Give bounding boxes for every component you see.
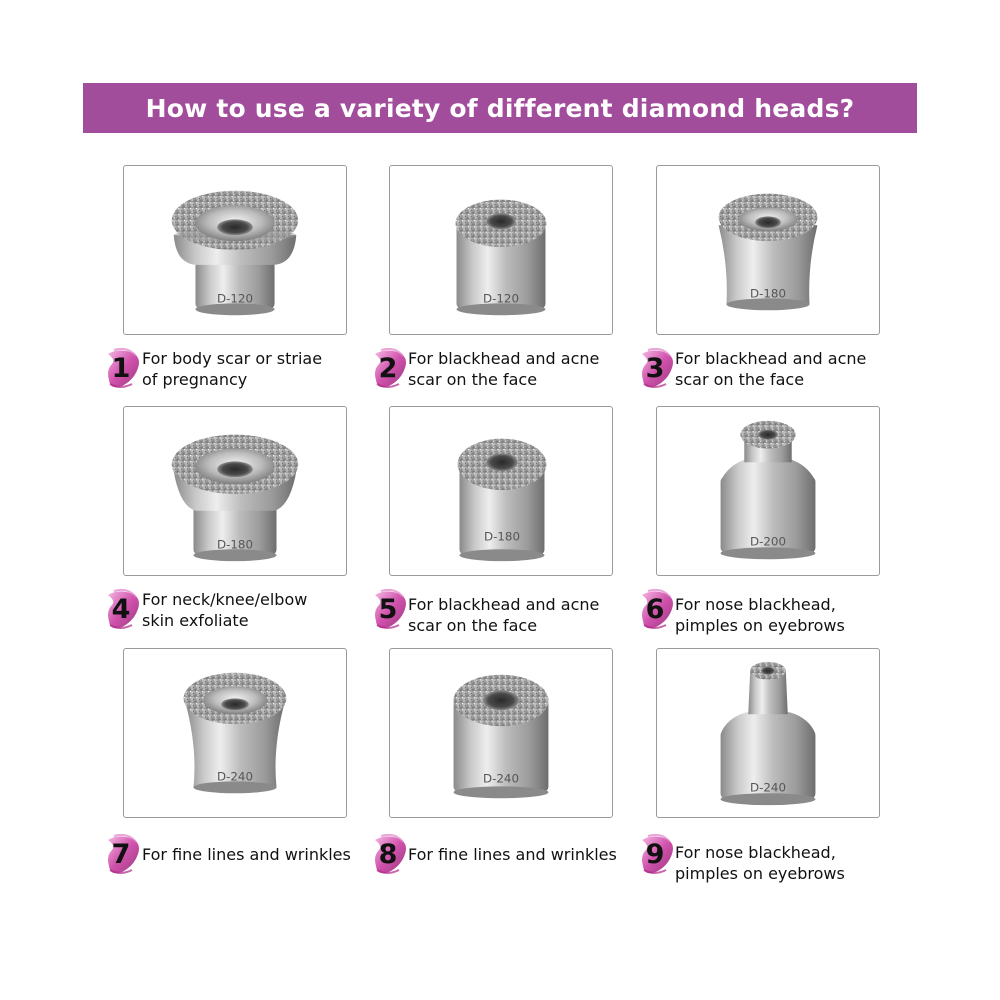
diamond-head-card-2 xyxy=(389,165,613,335)
caption-line: skin exfoliate xyxy=(142,611,249,630)
caption-line: For fine lines and wrinkles xyxy=(408,845,617,864)
number-badge-3 xyxy=(638,346,680,390)
diamond-head-2-image xyxy=(390,166,612,334)
caption-line: For blackhead and acne xyxy=(408,595,600,614)
diamond-head-4-image xyxy=(124,407,346,575)
model-label: D-180 xyxy=(217,537,253,552)
caption-line: pimples on eyebrows xyxy=(675,616,845,635)
title-banner xyxy=(83,83,917,133)
caption-line: pimples on eyebrows xyxy=(675,864,845,883)
number-badge-1 xyxy=(104,346,146,390)
caption-6 xyxy=(675,594,915,636)
diamond-head-card-6 xyxy=(656,406,880,576)
item-number: 2 xyxy=(378,352,398,384)
item-number: 3 xyxy=(645,352,665,384)
number-badge-5 xyxy=(371,587,413,631)
caption-2 xyxy=(408,348,648,390)
model-label: D-240 xyxy=(217,769,253,784)
caption-9 xyxy=(675,842,915,884)
model-label: D-240 xyxy=(750,780,786,795)
model-label: D-180 xyxy=(750,286,786,301)
caption-8 xyxy=(408,844,648,865)
item-number: 1 xyxy=(111,352,131,384)
diamond-head-card-8 xyxy=(389,648,613,818)
number-badge-6 xyxy=(638,587,680,631)
caption-line: For blackhead and acne xyxy=(408,349,600,368)
item-number: 9 xyxy=(645,838,665,870)
item-number: 5 xyxy=(378,593,398,625)
page-title: How to use a variety of different diamond heads? xyxy=(145,93,855,123)
diamond-head-9-image xyxy=(657,649,879,817)
diamond-head-card-3 xyxy=(656,165,880,335)
number-badge-7 xyxy=(104,832,146,876)
caption-5 xyxy=(408,594,648,636)
diamond-head-card-7 xyxy=(123,648,347,818)
model-label: D-120 xyxy=(217,291,253,306)
diamond-head-card-4 xyxy=(123,406,347,576)
caption-line: For nose blackhead, xyxy=(675,843,836,862)
caption-line: scar on the face xyxy=(408,370,538,389)
model-label: D-180 xyxy=(483,529,520,544)
caption-line: scar on the face xyxy=(675,370,805,389)
item-number: 7 xyxy=(111,838,131,870)
item-number: 6 xyxy=(645,593,665,625)
diamond-head-card-5 xyxy=(389,406,613,576)
item-number: 8 xyxy=(378,838,398,870)
caption-line: For nose blackhead, xyxy=(675,595,836,614)
diamond-head-3-image xyxy=(657,166,879,334)
diamond-head-1-image xyxy=(124,166,346,334)
caption-line: For blackhead and acne xyxy=(675,349,867,368)
model-label: D-200 xyxy=(750,534,786,549)
diamond-head-6-image xyxy=(657,407,879,575)
number-badge-4 xyxy=(104,587,146,631)
item-number: 4 xyxy=(111,593,131,625)
caption-line: For body scar or striae xyxy=(142,349,323,368)
caption-3 xyxy=(675,348,915,390)
model-label: D-120 xyxy=(483,291,519,306)
caption-line: scar on the face xyxy=(408,616,538,635)
number-badge-8 xyxy=(371,832,413,876)
number-badge-9 xyxy=(638,832,680,876)
caption-line: of pregnancy xyxy=(142,370,248,389)
number-badge-2 xyxy=(371,346,413,390)
caption-line: For fine lines and wrinkles xyxy=(142,845,351,864)
caption-line: For neck/knee/elbow xyxy=(142,590,308,609)
model-label: D-240 xyxy=(483,771,519,786)
caption-1 xyxy=(142,348,382,390)
diamond-head-7-image xyxy=(124,649,346,817)
diamond-head-card-9 xyxy=(656,648,880,818)
diamond-head-5-image xyxy=(390,407,612,575)
caption-4 xyxy=(142,589,382,631)
diamond-head-card-1 xyxy=(123,165,347,335)
caption-7 xyxy=(142,844,382,865)
diamond-head-8-image xyxy=(390,649,612,817)
